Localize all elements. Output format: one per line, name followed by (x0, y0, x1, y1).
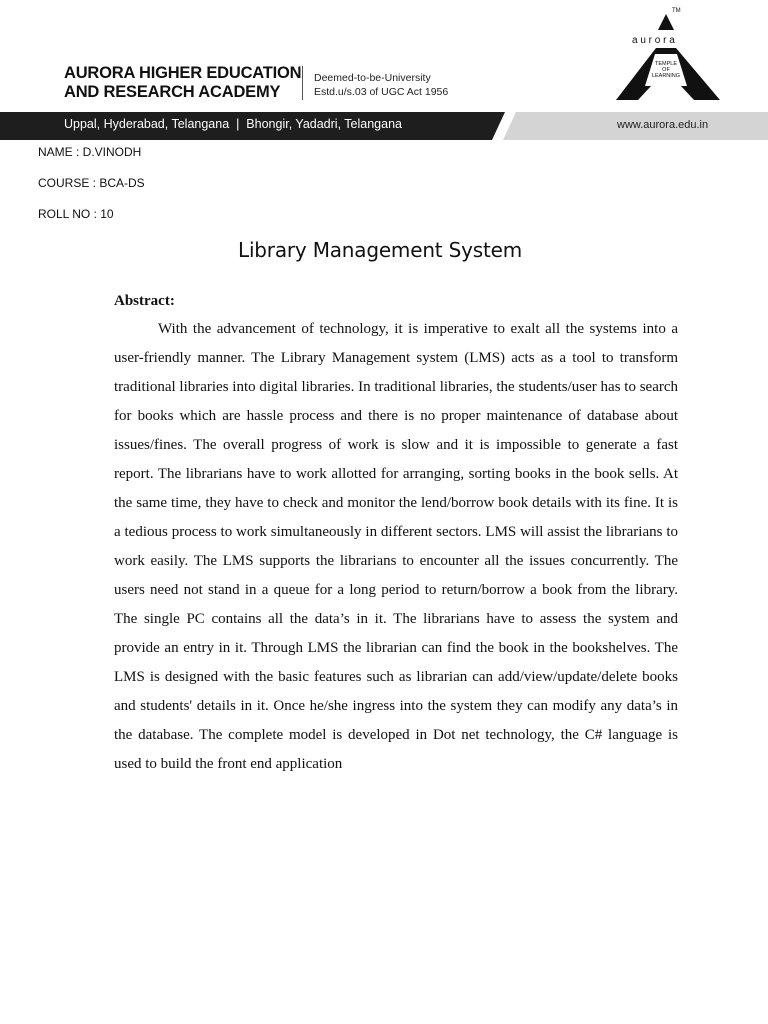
logo-tagline-2: OF (662, 67, 670, 73)
abstract-heading: Abstract: (114, 293, 175, 309)
ugc-act-text: Estd.u/s.03 of UGC Act 1956 (314, 86, 449, 98)
logo-tagline-1: TEMPLE (654, 61, 678, 67)
student-course: COURSE : BCA-DS (38, 176, 145, 190)
student-roll-number: ROLL NO : 10 (38, 207, 114, 221)
abstract-paragraph: With the advancement of technology, it is imperative to exalt all the systems into a user-friendly manner. The Library Management system (LMS) acts as a tool to transform traditional libraries into digital libraries. In traditional libraries, the students/user has to search for books which are hassle process and there is no proper maintenance of database about issues/fines. The overall progress of work is slow and it is impossible to generate a fast report. The librarians have to work allotted for arranging, sorting books in the book sells. At the same time, they have to check and monitor the lend/borrow book details with its fine. It is a tedious process to work simultaneously in different sectors. LMS will assist the librarians to work easily. The LMS supports the librarians to encounter all the issues concurrently. The users need not stand in a queue for a long period to return/borrow a book from the library. The single PC contains all the data’s in it. The librarians have to assess the system and provide an entry in it. Through LMS the librarian can find the book in the bookshelves. The LMS is designed with the basic features such as librarian can add/view/update/delete books and students' details in it. Once he/she ingress into the system they can modify any data’s in the database. The complete model is developed in Dot net technology, the C# language is used to build the front end application (114, 321, 679, 772)
institution-subtitle (314, 71, 448, 99)
logo-brand-text: a u r o r a (632, 35, 675, 46)
document-title: Library Management System (238, 238, 522, 262)
website-link[interactable]: www.aurora.edu.in (617, 119, 709, 131)
institution-name-line-2: AND RESEARCH ACADEMY (64, 83, 281, 101)
institution-name (64, 64, 301, 102)
institution-name-line-1: AURORA HIGHER EDUCATION (64, 64, 302, 82)
aurora-logo (612, 4, 732, 104)
logo-peak-icon (658, 14, 674, 30)
campus-locations: Uppal, Hyderabad, Telangana | Bhongir, Yadadri, Telangana (64, 117, 402, 131)
trademark-text: TM (672, 8, 681, 14)
logo-tagline-3: LEARNING (651, 73, 681, 79)
header-divider (302, 66, 303, 100)
student-name: NAME : D.VINODH (38, 145, 142, 159)
letterhead (0, 0, 768, 140)
deemed-university-text: Deemed-to-be-University (314, 72, 431, 84)
